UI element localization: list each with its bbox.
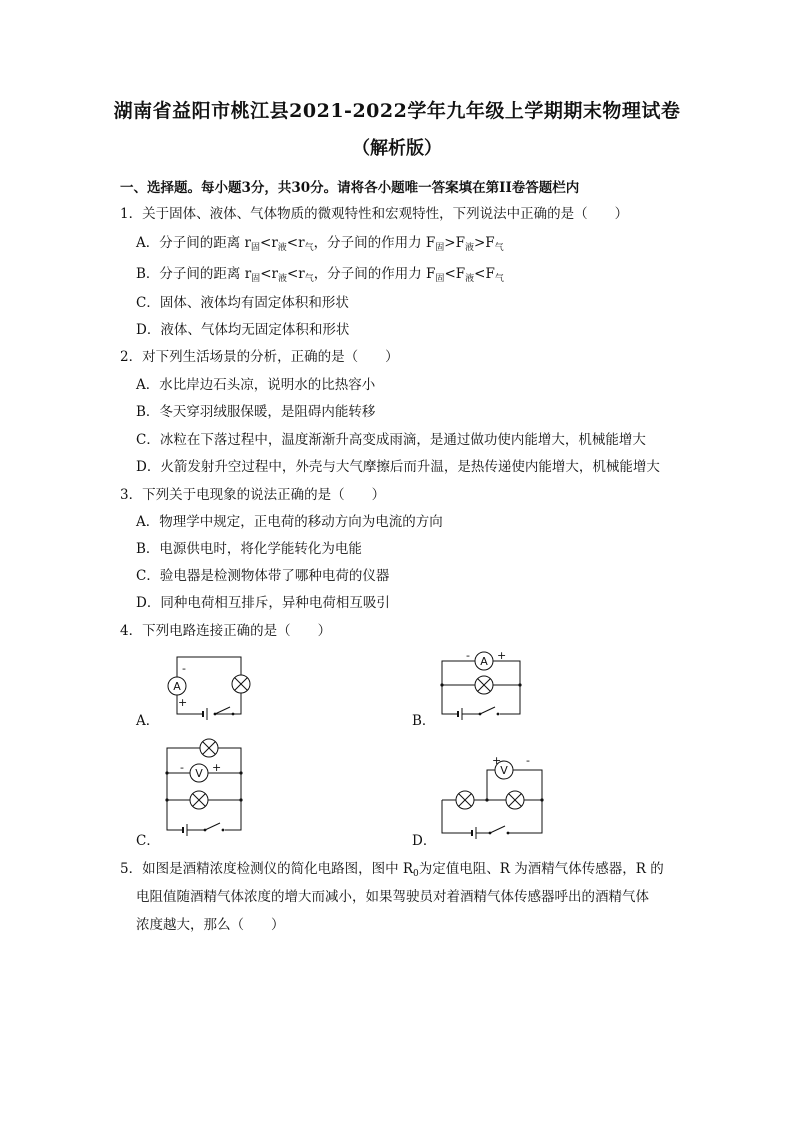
question-3-option-d: D．同种电荷相互排斥，异种电荷相互吸引 (136, 595, 390, 611)
circuit-label-c: C． (136, 833, 160, 849)
minus-sign: - (182, 662, 186, 675)
circuit-diagram-a (155, 650, 265, 725)
question-1-option-c: C．固体、液体均有固定体积和形状 (136, 295, 349, 311)
circuit-diagram-d (440, 756, 545, 841)
question-3-option-c: C．验电器是检测物体带了哪种电荷的仪器 (136, 568, 390, 584)
ammeter-label: A (480, 655, 488, 668)
plus-sign: + (492, 754, 502, 767)
voltmeter-label: V (195, 767, 203, 780)
question-2-option-d: D．火箭发射升空过程中，外壳与大气摩擦后而升温，是热传递使内能增大，机械能增大 (136, 459, 660, 475)
section-heading: 一、选择题。每小题3分，共30分。请将各小题唯一答案填在第II卷答题栏内 (120, 180, 580, 196)
ammeter-label: A (173, 680, 181, 693)
minus-sign: - (180, 761, 184, 774)
question-5-line-1: 5．如图是酒精浓度检测仪的简化电路图，图中 $R_0$为定值电阻、R 为酒精气体传感器，R 的 (120, 861, 664, 879)
question-3-stem: 3．下列关于电现象的说法正确的是（ ） (120, 487, 386, 503)
question-1-stem: 1．关于固体、液体、气体物质的微观特性和宏观特性，下列说法中正确的是（ ） (120, 206, 629, 222)
plus-sign: + (497, 649, 507, 662)
question-3-option-b: B．电源供电时，将化学能转化为电能 (136, 541, 362, 557)
circuit-label-b: B． (412, 713, 436, 729)
minus-sign: - (526, 754, 530, 767)
circuit-diagram-c (165, 737, 250, 837)
question-1-option-b: B．分子间的距离 $r_固<r_液<r_气$，分子间的作用力 $F_固<F_液<F_气$ (136, 266, 504, 284)
question-1-option-d: D．液体、气体均无固定体积和形状 (136, 322, 350, 338)
question-5-line-2: 电阻值随酒精气体浓度的增大而减小，如果驾驶员对着酒精气体传感器呼出的酒精气体 (136, 889, 649, 905)
question-4-stem: 4．下列电路连接正确的是（ ） (120, 623, 332, 639)
question-2-stem: 2．对下列生活场景的分析，正确的是（ ） (120, 349, 399, 365)
question-5-line-3: 浓度越大，那么（ ） (136, 917, 285, 933)
circuit-label-d: D． (412, 833, 437, 849)
question-1-option-a: A．分子间的距离 $r_固<r_液<r_气$，分子间的作用力 $F_固>F_液>F_气$ (136, 235, 504, 253)
question-2-option-a: A．水比岸边石头凉，说明水的比热容小 (136, 377, 376, 393)
page-title: 湖南省益阳市桃江县2021-2022学年九年级上学期期末物理试卷 (113, 100, 681, 122)
minus-sign: - (466, 649, 470, 662)
plus-sign: + (178, 696, 188, 709)
voltmeter-label: V (500, 764, 508, 777)
question-2-option-c: C．冰粒在下落过程中，温度渐渐升高变成雨滴，是通过做功使内能增大，机械能增大 (136, 432, 646, 448)
question-2-option-b: B．冬天穿羽绒服保暖，是阻碍内能转移 (136, 404, 376, 420)
circuit-label-a: A． (136, 713, 160, 729)
plus-sign: + (212, 761, 222, 774)
circuit-diagram-b (440, 650, 525, 725)
question-3-option-a: A．物理学中规定，正电荷的移动方向为电流的方向 (136, 514, 443, 530)
page-subtitle: （解析版） (352, 138, 442, 159)
